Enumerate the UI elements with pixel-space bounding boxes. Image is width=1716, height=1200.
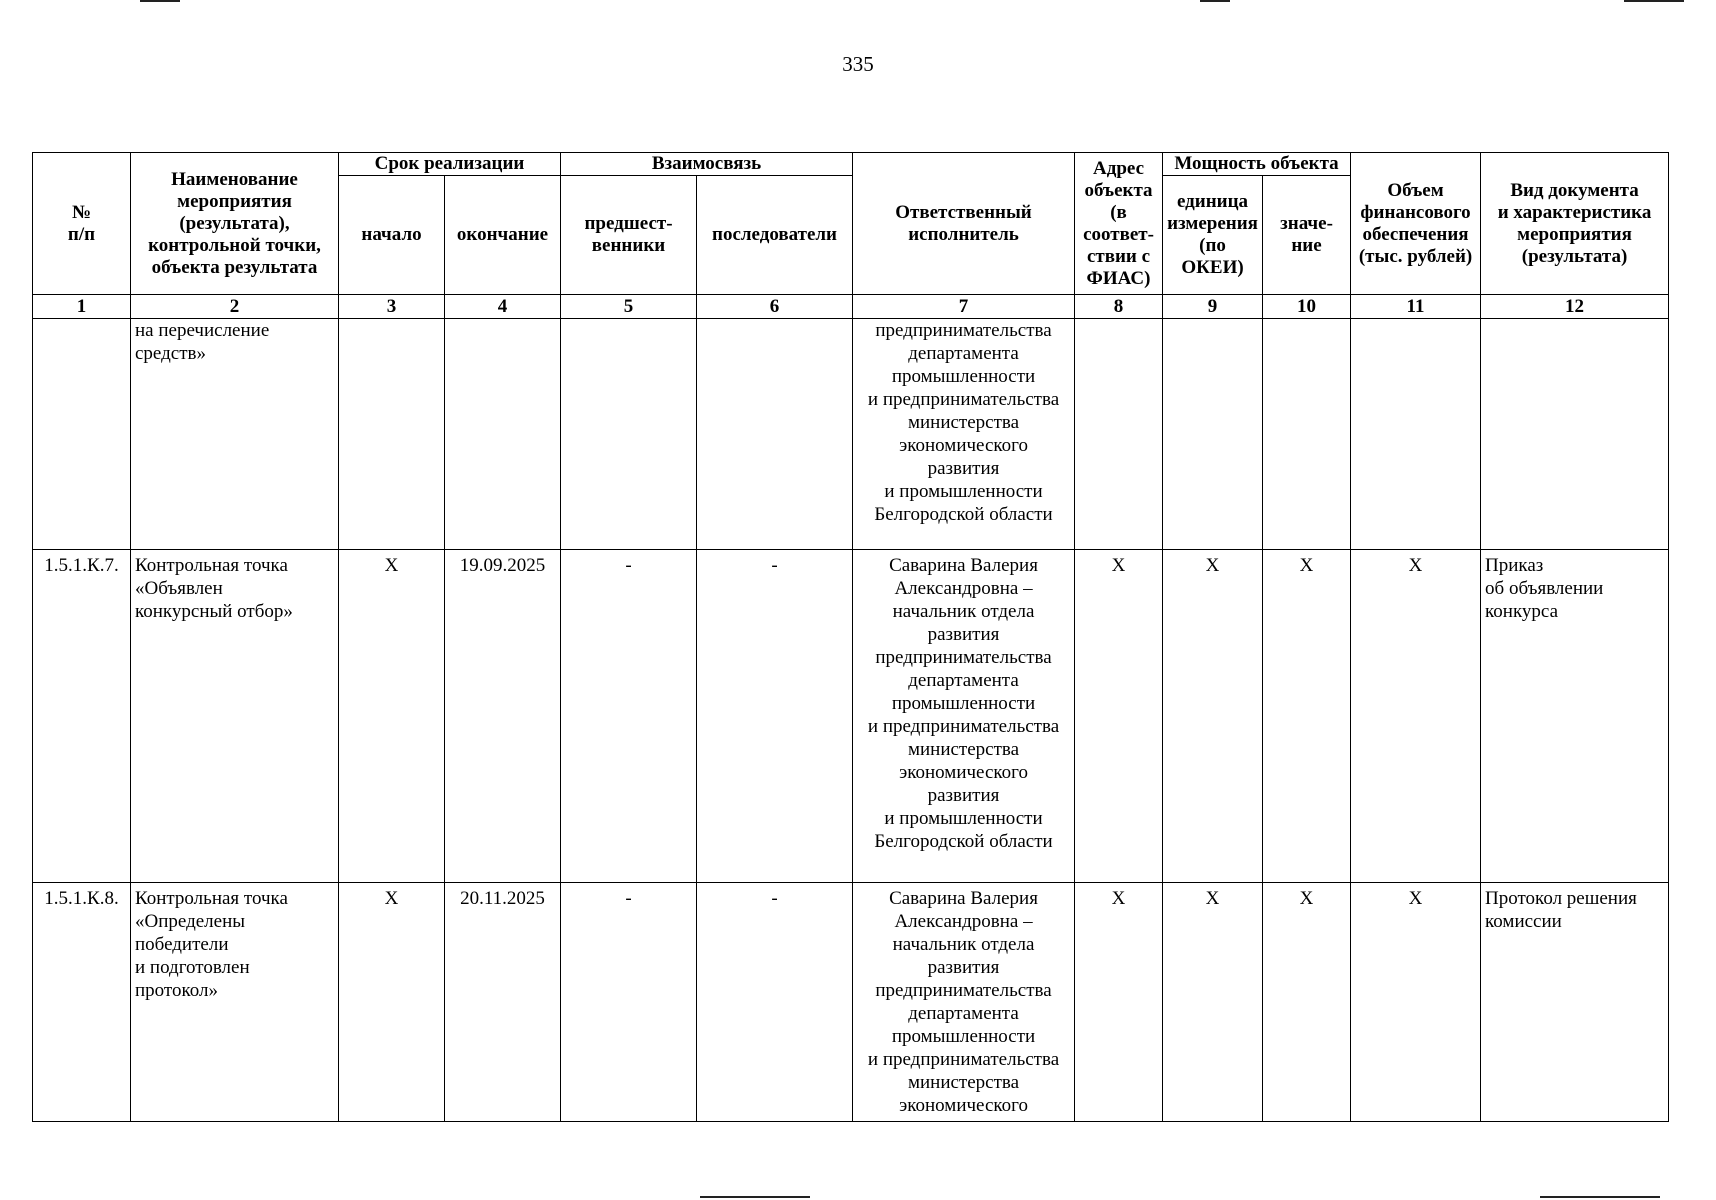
cell-number: 1.5.1.К.8. — [33, 883, 131, 1122]
cell-responsible: предпринимательства департамента промышленности и предпринимательства министерства экономического развития и промышленности Белгородской области — [853, 319, 1075, 550]
scan-mark — [1540, 1196, 1660, 1198]
scan-mark — [1624, 0, 1684, 2]
cell-unit: X — [1163, 550, 1263, 883]
cell-name: на перечисление средств» — [131, 319, 339, 550]
header-successors: последователи — [697, 176, 853, 295]
cell-document — [1481, 319, 1669, 550]
column-number: 2 — [131, 295, 339, 319]
header-finance: Объем финансового обеспечения (тыс. рублей) — [1351, 153, 1481, 295]
header-unit: единица измерения (по ОКЕИ) — [1163, 176, 1263, 295]
cell-predecessors — [561, 319, 697, 550]
header-number: № п/п — [33, 153, 131, 295]
column-number: 1 — [33, 295, 131, 319]
scan-mark — [1200, 0, 1230, 2]
cell-address: X — [1075, 550, 1163, 883]
cell-successors: - — [697, 550, 853, 883]
cell-end: 20.11.2025 — [445, 883, 561, 1122]
cell-end — [445, 319, 561, 550]
cell-finance — [1351, 319, 1481, 550]
cell-name: Контрольная точка «Определены победители и подготовлен протокол» — [131, 883, 339, 1122]
cell-number — [33, 319, 131, 550]
cell-unit: X — [1163, 883, 1263, 1122]
cell-predecessors: - — [561, 550, 697, 883]
cell-document: Протокол решения комиссии — [1481, 883, 1669, 1122]
column-number: 6 — [697, 295, 853, 319]
cell-document: Приказ об объявлении конкурса — [1481, 550, 1669, 883]
cell-start: X — [339, 883, 445, 1122]
cell-predecessors: - — [561, 883, 697, 1122]
cell-unit — [1163, 319, 1263, 550]
cell-value: X — [1263, 883, 1351, 1122]
header-address: Адрес объекта (в соответ- ствии с ФИАС) — [1075, 153, 1163, 295]
table-row — [33, 883, 1669, 1122]
header-group-link: Взаимосвязь — [561, 153, 853, 176]
column-number: 12 — [1481, 295, 1669, 319]
column-number: 4 — [445, 295, 561, 319]
table-row — [33, 319, 1669, 550]
header-predecessors: предшест- венники — [561, 176, 697, 295]
header-end: окончание — [445, 176, 561, 295]
header-name: Наименование мероприятия (результата), контрольной точки, объекта результата — [131, 153, 339, 295]
cell-start: X — [339, 550, 445, 883]
cell-number: 1.5.1.К.7. — [33, 550, 131, 883]
column-number: 8 — [1075, 295, 1163, 319]
cell-responsible: Саварина Валерия Александровна – начальник отдела развития предпринимательства департамента промышленности и предпринимательства министерства экономического — [853, 883, 1075, 1122]
cell-address — [1075, 319, 1163, 550]
column-numbers-row — [33, 295, 1669, 319]
scan-mark — [700, 1196, 810, 1198]
page-number: 335 — [842, 52, 874, 76]
column-number: 10 — [1263, 295, 1351, 319]
header-start: начало — [339, 176, 445, 295]
cell-responsible: Саварина Валерия Александровна – начальник отдела развития предпринимательства департамента промышленности и предпринимательства министерства экономического развития и промышленности Белгородской области — [853, 550, 1075, 883]
column-number: 7 — [853, 295, 1075, 319]
column-number: 9 — [1163, 295, 1263, 319]
cell-end: 19.09.2025 — [445, 550, 561, 883]
cell-value: X — [1263, 550, 1351, 883]
cell-address: X — [1075, 883, 1163, 1122]
header-row-groups — [33, 153, 1669, 176]
cell-finance: X — [1351, 883, 1481, 1122]
cell-finance: X — [1351, 550, 1481, 883]
header-group-power: Мощность объекта — [1163, 153, 1351, 176]
cell-name: Контрольная точка «Объявлен конкурсный отбор» — [131, 550, 339, 883]
scan-mark — [140, 0, 180, 2]
cell-start — [339, 319, 445, 550]
header-group-term: Срок реализации — [339, 153, 561, 176]
cell-value — [1263, 319, 1351, 550]
column-number: 3 — [339, 295, 445, 319]
plan-table — [32, 152, 1669, 1122]
cell-successors: - — [697, 883, 853, 1122]
table-row — [33, 550, 1669, 883]
header-document: Вид документа и характеристика мероприятия (результата) — [1481, 153, 1669, 295]
header-responsible: Ответственный исполнитель — [853, 153, 1075, 295]
column-number: 5 — [561, 295, 697, 319]
column-number: 11 — [1351, 295, 1481, 319]
cell-successors — [697, 319, 853, 550]
header-value: значе- ние — [1263, 176, 1351, 295]
